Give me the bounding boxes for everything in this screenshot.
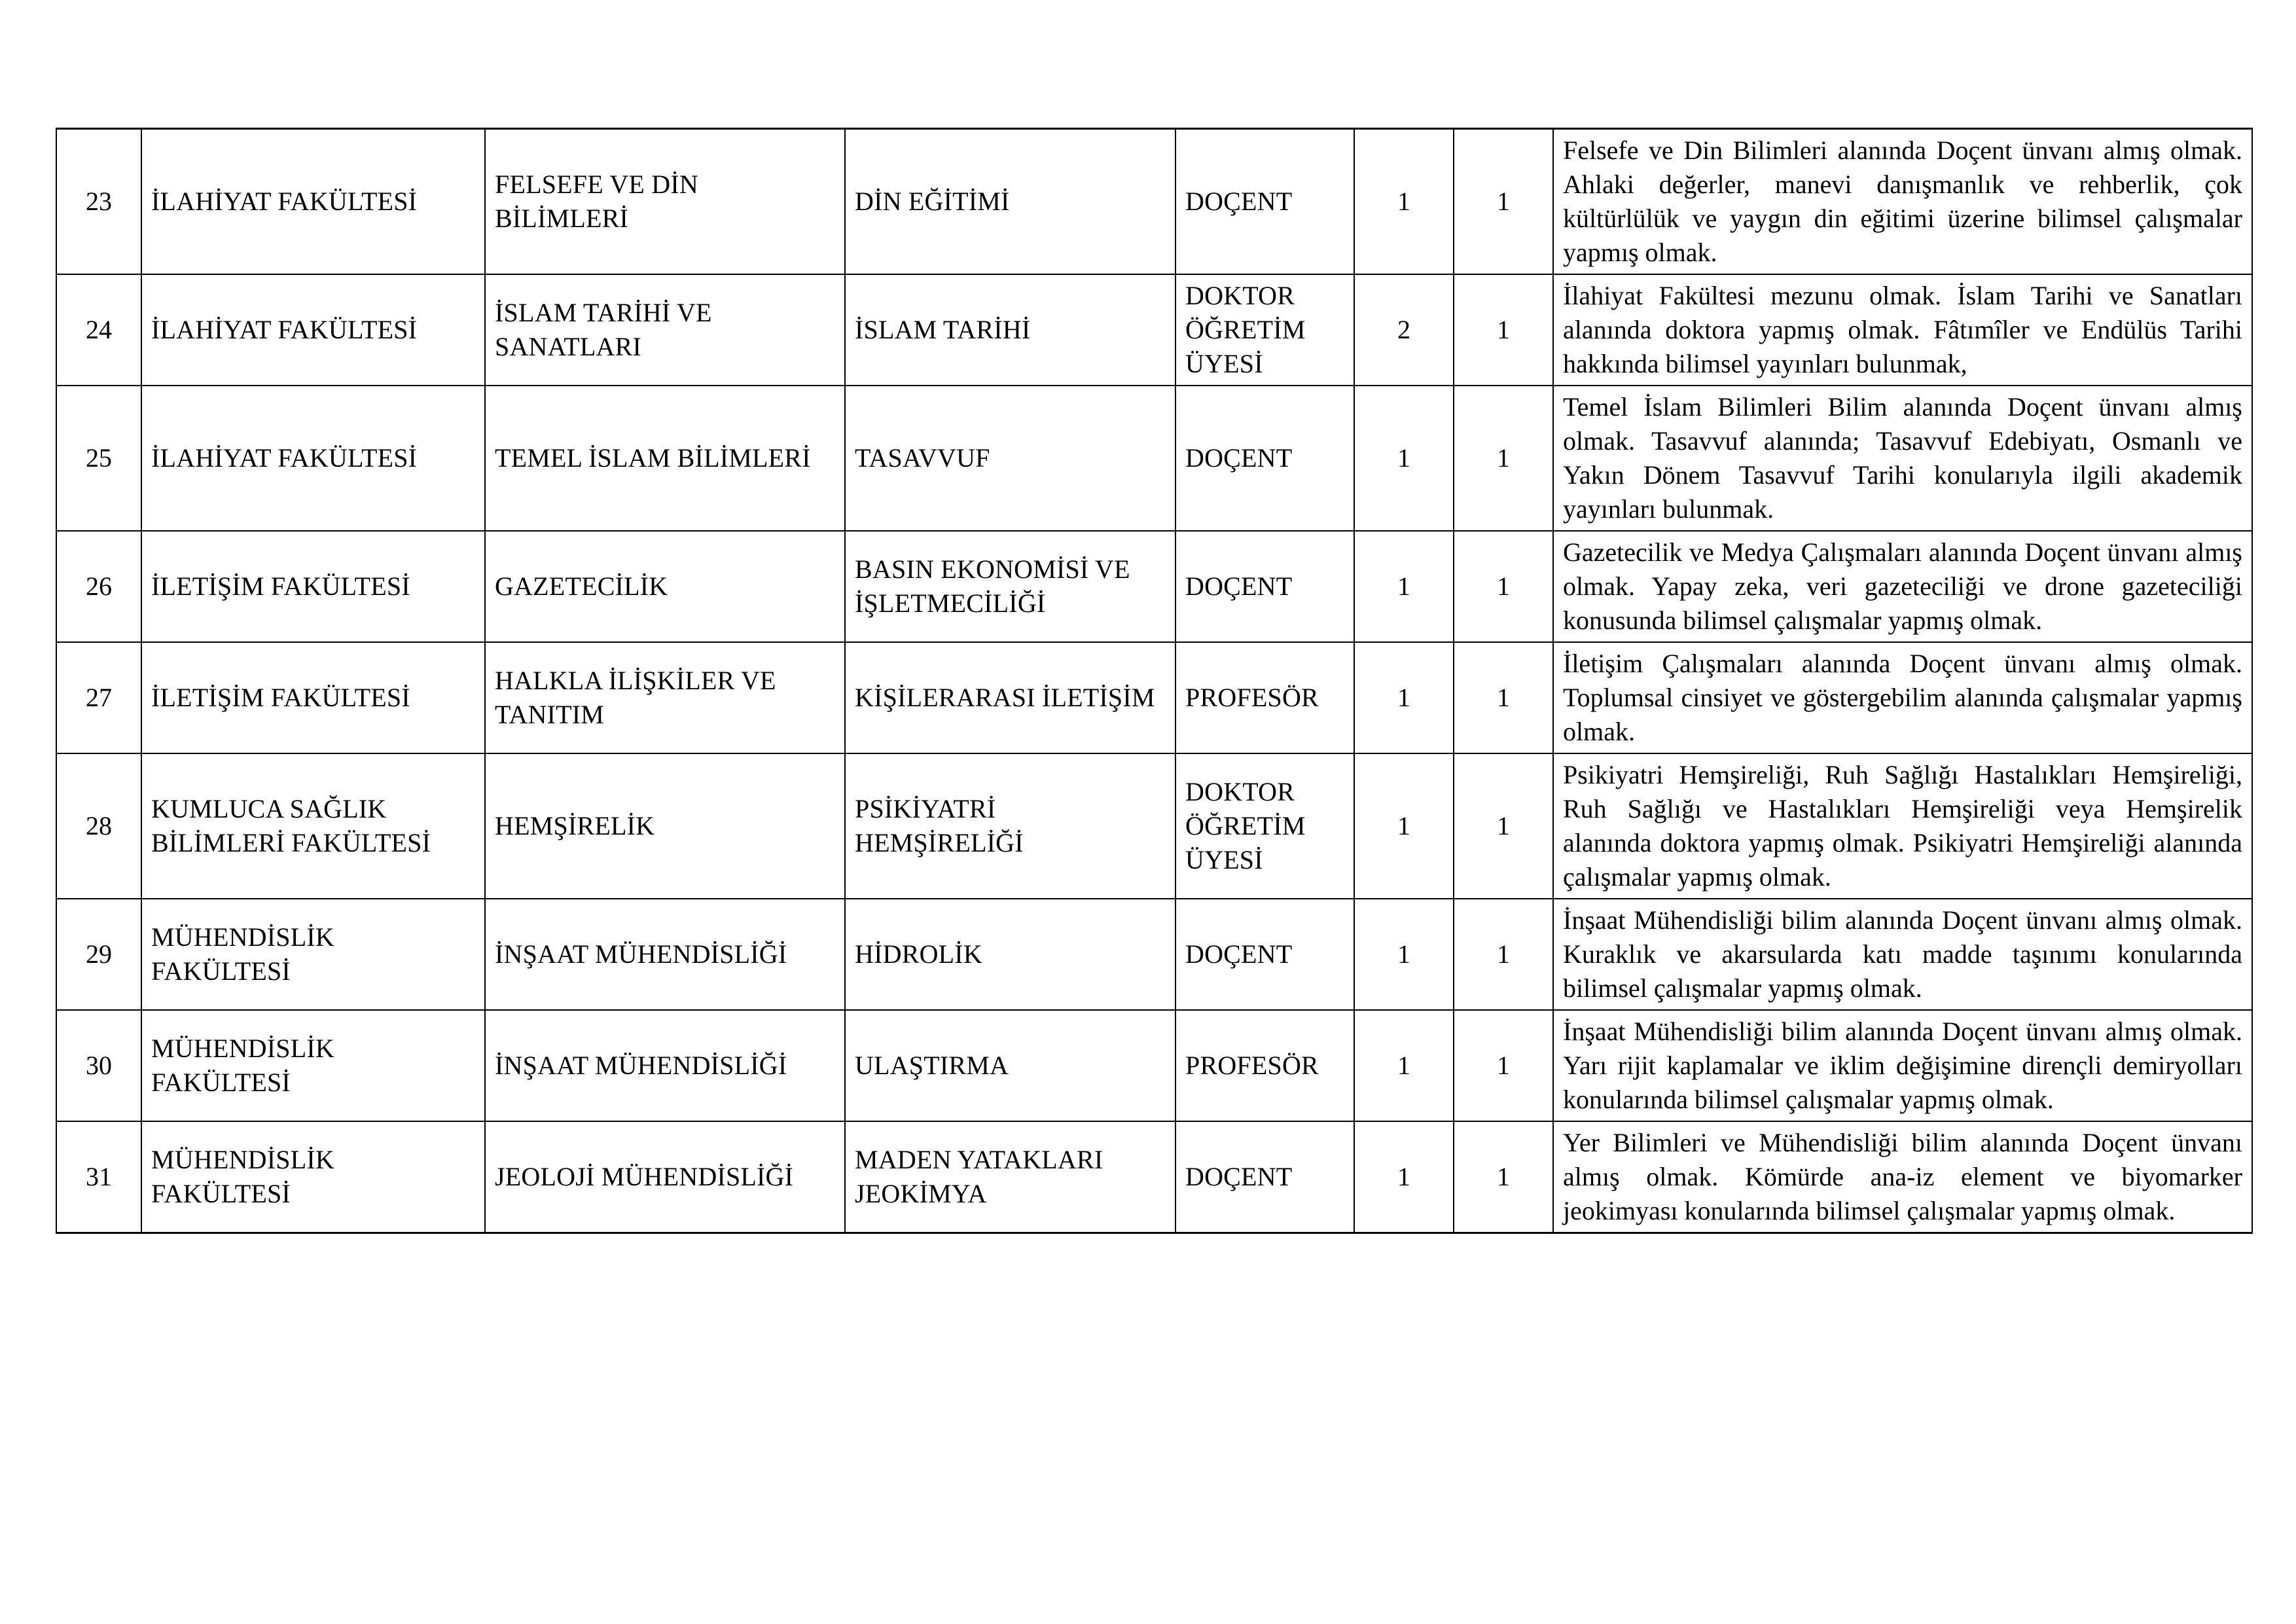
cell-sira-no: 27 — [56, 642, 141, 753]
cell-aciklama: Temel İslam Bilimleri Bilim alanında Doçent ünvanı almış olmak. Tasavvuf alanında; Tasavvuf Edebiyatı, Osmanlı ve Yakın Dönem Tasavvuf Tarihi konularıyla ilgili akademik yayınları bulunmak. — [1553, 386, 2252, 531]
table-row — [56, 899, 2252, 1010]
cell-bolum: TEMEL İSLAM BİLİMLERİ — [485, 386, 845, 531]
cell-adet: 1 — [1354, 899, 1454, 1010]
cell-aciklama: İnşaat Mühendisliği bilim alanında Doçent ünvanı almış olmak. Yarı rijit kaplamalar ve iklim değişimine dirençli demiryolları konularında bilimsel çalışmalar yapmış olmak. — [1553, 1010, 2252, 1121]
cell-anabilim-dali: HİDROLİK — [845, 899, 1175, 1010]
cell-unvan: PROFESÖR — [1175, 1010, 1354, 1121]
cell-fakulte: MÜHENDİSLİK FAKÜLTESİ — [141, 1121, 485, 1233]
cell-adet: 2 — [1354, 274, 1454, 386]
cell-aciklama: Gazetecilik ve Medya Çalışmaları alanında Doçent ünvanı almış olmak. Yapay zeka, veri gazeteciliği ve drone gazeteciliği konusunda bilimsel çalışmalar yapmış olmak. — [1553, 531, 2252, 642]
cell-fakulte: MÜHENDİSLİK FAKÜLTESİ — [141, 899, 485, 1010]
cell-fakulte: İLAHİYAT FAKÜLTESİ — [141, 129, 485, 275]
cell-anabilim-dali: BASIN EKONOMİSİ VE İŞLETMECİLİĞİ — [845, 531, 1175, 642]
cell-bolum: HALKLA İLİŞKİLER VE TANITIM — [485, 642, 845, 753]
table-row — [56, 386, 2252, 531]
cell-sira-no: 25 — [56, 386, 141, 531]
cell-anabilim-dali: İSLAM TARİHİ — [845, 274, 1175, 386]
cell-sira-no: 30 — [56, 1010, 141, 1121]
cell-fakulte: MÜHENDİSLİK FAKÜLTESİ — [141, 1010, 485, 1121]
cell-aciklama: Yer Bilimleri ve Mühendisliği bilim alanında Doçent ünvanı almış olmak. Kömürde ana-iz element ve biyomarker jeokimyası konularında bilimsel çalışmalar yapmış olmak. — [1553, 1121, 2252, 1233]
cell-adet: 1 — [1354, 753, 1454, 899]
table-row — [56, 274, 2252, 386]
cell-fakulte: İLAHİYAT FAKÜLTESİ — [141, 274, 485, 386]
cell-bolum: İNŞAAT MÜHENDİSLİĞİ — [485, 899, 845, 1010]
cell-bolum: GAZETECİLİK — [485, 531, 845, 642]
table-row — [56, 753, 2252, 899]
cell-aciklama: Felsefe ve Din Bilimleri alanında Doçent ünvanı almış olmak. Ahlaki değerler, manevi danışmanlık ve rehberlik, çok kültürlülük ve yaygın din eğitimi üzerine bilimsel çalışmalar yapmış olmak. — [1553, 129, 2252, 275]
cell-sira-no: 28 — [56, 753, 141, 899]
cell-unvan: PROFESÖR — [1175, 642, 1354, 753]
cell-bolum: JEOLOJİ MÜHENDİSLİĞİ — [485, 1121, 845, 1233]
cell-sira-no: 24 — [56, 274, 141, 386]
cell-adet: 1 — [1354, 129, 1454, 275]
cell-bolum: FELSEFE VE DİN BİLİMLERİ — [485, 129, 845, 275]
cell-anabilim-dali: DİN EĞİTİMİ — [845, 129, 1175, 275]
cell-derece: 1 — [1454, 129, 1553, 275]
cell-derece: 1 — [1454, 274, 1553, 386]
cell-sira-no: 31 — [56, 1121, 141, 1233]
cell-anabilim-dali: ULAŞTIRMA — [845, 1010, 1175, 1121]
cell-derece: 1 — [1454, 531, 1553, 642]
cell-aciklama: Psikiyatri Hemşireliği, Ruh Sağlığı Hastalıkları Hemşireliği, Ruh Sağlığı ve Hastalıkları Hemşireliği veya Hemşirelik alanında doktora yapmış olmak. Psikiyatri Hemşireliği alanında çalışmalar yapmış olmak. — [1553, 753, 2252, 899]
cell-unvan: DOÇENT — [1175, 1121, 1354, 1233]
cell-derece: 1 — [1454, 386, 1553, 531]
cell-aciklama: İlahiyat Fakültesi mezunu olmak. İslam Tarihi ve Sanatları alanında doktora yapmış olmak. Fâtımîler ve Endülüs Tarihi hakkında bilimsel yayınları bulunmak, — [1553, 274, 2252, 386]
cell-unvan: DOÇENT — [1175, 129, 1354, 275]
cell-derece: 1 — [1454, 1121, 1553, 1233]
cell-fakulte: İLAHİYAT FAKÜLTESİ — [141, 386, 485, 531]
cell-anabilim-dali: TASAVVUF — [845, 386, 1175, 531]
cell-fakulte: İLETİŞİM FAKÜLTESİ — [141, 531, 485, 642]
table-row — [56, 1010, 2252, 1121]
cell-adet: 1 — [1354, 1121, 1454, 1233]
cell-bolum: İSLAM TARİHİ VE SANATLARI — [485, 274, 845, 386]
cell-sira-no: 29 — [56, 899, 141, 1010]
cell-unvan: DOÇENT — [1175, 531, 1354, 642]
cell-aciklama: İletişim Çalışmaları alanında Doçent ünvanı almış olmak. Toplumsal cinsiyet ve göstergebilim alanında çalışmalar yapmış olmak. — [1553, 642, 2252, 753]
cell-unvan: DOÇENT — [1175, 899, 1354, 1010]
table-row — [56, 1121, 2252, 1233]
table-row — [56, 129, 2252, 275]
table-row — [56, 642, 2252, 753]
cell-anabilim-dali: MADEN YATAKLARI JEOKİMYA — [845, 1121, 1175, 1233]
cell-unvan: DOKTOR ÖĞRETİM ÜYESİ — [1175, 274, 1354, 386]
cell-bolum: İNŞAAT MÜHENDİSLİĞİ — [485, 1010, 845, 1121]
table-body — [56, 129, 2252, 1233]
cell-derece: 1 — [1454, 1010, 1553, 1121]
cell-adet: 1 — [1354, 531, 1454, 642]
cell-derece: 1 — [1454, 899, 1553, 1010]
cell-derece: 1 — [1454, 753, 1553, 899]
cell-sira-no: 26 — [56, 531, 141, 642]
cell-unvan: DOÇENT — [1175, 386, 1354, 531]
cell-unvan: DOKTOR ÖĞRETİM ÜYESİ — [1175, 753, 1354, 899]
cell-fakulte: KUMLUCA SAĞLIK BİLİMLERİ FAKÜLTESİ — [141, 753, 485, 899]
cell-sira-no: 23 — [56, 129, 141, 275]
cell-aciklama: İnşaat Mühendisliği bilim alanında Doçent ünvanı almış olmak. Kuraklık ve akarsularda katı madde taşınımı konularında bilimsel çalışmalar yapmış olmak. — [1553, 899, 2252, 1010]
cell-anabilim-dali: KİŞİLERARASI İLETİŞİM — [845, 642, 1175, 753]
cell-anabilim-dali: PSİKİYATRİ HEMŞİRELİĞİ — [845, 753, 1175, 899]
cell-adet: 1 — [1354, 386, 1454, 531]
cell-derece: 1 — [1454, 642, 1553, 753]
academic-positions-table — [56, 128, 2253, 1234]
cell-fakulte: İLETİŞİM FAKÜLTESİ — [141, 642, 485, 753]
table-row — [56, 531, 2252, 642]
cell-bolum: HEMŞİRELİK — [485, 753, 845, 899]
cell-adet: 1 — [1354, 642, 1454, 753]
cell-adet: 1 — [1354, 1010, 1454, 1121]
